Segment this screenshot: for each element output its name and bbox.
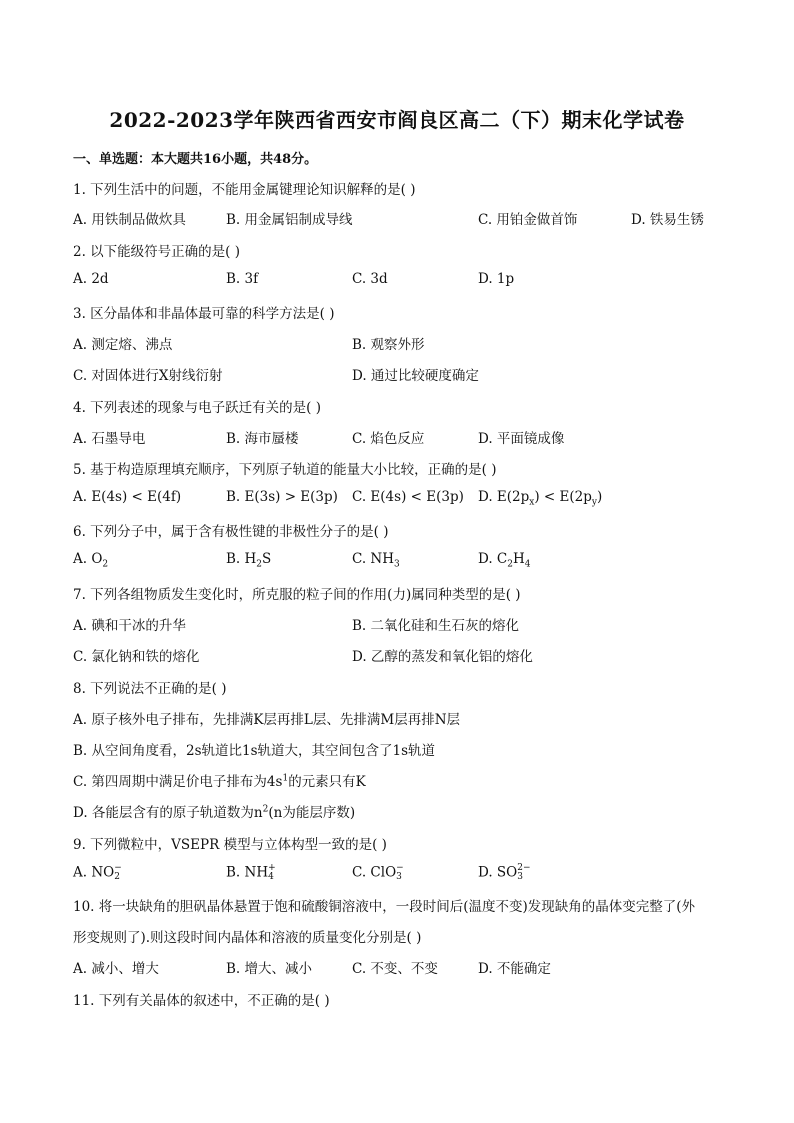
question-9-option-a: A. NO − 2 (73, 863, 122, 882)
question-5-option-b: B. E(3s) > E(3p) (226, 489, 338, 505)
question-3-stem: 3. 区分晶体和非晶体最可靠的科学方法是( ) (73, 306, 335, 322)
question-2-option-d: D. 1p (478, 271, 515, 287)
question-3-option-b: B. 观察外形 (352, 337, 425, 353)
question-2-option-b: B. 3f (226, 271, 259, 287)
question-10-option-d: D. 不能确定 (478, 961, 551, 977)
question-10-stem-line-2: 形变规则了).则这段时间内晶体和溶液的质量变化分别是( ) (73, 930, 422, 946)
question-2-option-a: A. 2d (73, 271, 109, 287)
question-4-stem: 4. 下列表述的现象与电子跃迁有关的是( ) (73, 400, 321, 416)
question-4-option-a: A. 石墨导电 (73, 431, 146, 447)
question-2-stem: 2. 以下能级符号正确的是( ) (73, 244, 240, 260)
question-10-option-c: C. 不变、不变 (352, 961, 438, 977)
question-1-stem: 1. 下列生活中的问题，不能用金属键理论知识解释的是( ) (73, 182, 416, 198)
question-8-option-b: B. 从空间角度看，2s轨道比1s轨道大，其空间包含了1s轨道 (73, 743, 436, 759)
question-1-option-c: C. 用铂金做首饰 (478, 212, 578, 228)
question-7-option-d: D. 乙醇的蒸发和氧化铝的熔化 (352, 649, 533, 665)
question-9-stem: 9. 下列微粒中，VSEPR 模型与立体构型一致的是( ) (73, 837, 387, 853)
question-9-option-b: B. NH + 4 (226, 863, 276, 882)
question-8-option-a: A. 原子核外电子排布，先排满K层再排L层、先排满M层再排N层 (73, 712, 461, 728)
question-1-option-b: B. 用金属铝制成导线 (226, 212, 353, 228)
question-8-stem: 8. 下列说法不正确的是( ) (73, 681, 227, 697)
question-10-stem-line-1: 10. 将一块缺角的胆矾晶体悬置于饱和硫酸铜溶液中，一段时间后(温度不变)发现缺角的晶体变完整了(外 (73, 899, 696, 915)
question-1-option-d: D. 铁易生锈 (631, 212, 704, 228)
question-9-option-c: C. ClO − 3 (352, 863, 404, 882)
question-5-option-a: A. E(4s) < E(4f) (73, 489, 182, 505)
question-2-option-c: C. 3d (352, 271, 388, 287)
question-5-option-c: C. E(4s) < E(3p) (352, 489, 464, 505)
question-10-option-b: B. 增大、减小 (226, 961, 313, 977)
question-6-option-c: C. $NH_3$ (352, 551, 400, 570)
question-4-option-b: B. 海市蜃楼 (226, 431, 299, 447)
question-8-option-c: C. 第四周期中满足价电子排布为$4s^1$的元素只有K (73, 773, 366, 790)
question-4-option-d: D. 平面镜成像 (478, 431, 565, 447)
question-3-option-a: A. 测定熔、沸点 (73, 337, 173, 353)
question-7-option-b: B. 二氧化硅和生石灰的熔化 (352, 618, 520, 634)
question-3-option-c: C. 对固体进行X射线衍射 (73, 368, 223, 384)
question-6-option-b: B. $H_2S$ (226, 551, 272, 570)
question-7-stem: 7. 下列各组物质发生变化时，所克服的粒子间的作用(力)属同种类型的是( ) (73, 587, 521, 603)
question-8-option-d: D. 各能层含有的原子轨道数为$n^2(n$为能层序数) (73, 804, 356, 821)
question-3-option-d: D. 通过比较硬度确定 (352, 368, 479, 384)
question-7-option-a: A. 碘和干冰的升华 (73, 618, 186, 634)
question-10-option-a: A. 减小、增大 (73, 961, 159, 977)
question-6-stem: 6. 下列分子中，属于含有极性键的非极性分子的是( ) (73, 524, 389, 540)
question-6-option-a: A. $O_2$ (73, 551, 109, 570)
question-9-option-d: D. SO 2− 3 (478, 863, 531, 882)
question-5-stem: 5. 基于构造原理填充顺序，下列原子轨道的能量大小比较，正确的是( ) (73, 462, 497, 478)
question-6-option-d: D. $C_2H_4$ (478, 551, 531, 570)
question-5-option-d: D. $E(2p_x) < E(2p_y)$ (478, 489, 603, 508)
question-7-option-c: C. 氯化钠和铁的熔化 (73, 649, 200, 665)
question-4-option-c: C. 焰色反应 (352, 431, 425, 447)
page-title: 2022-2023学年陕西省西安市阎良区高二（下）期末化学试卷 (109, 108, 685, 132)
question-11-stem: 11. 下列有关晶体的叙述中，不正确的是( ) (73, 993, 330, 1009)
question-1-option-a: A. 用铁制品做炊具 (73, 212, 186, 228)
section-heading: 一、单选题：本大题共16小题，共48分。 (73, 152, 318, 167)
